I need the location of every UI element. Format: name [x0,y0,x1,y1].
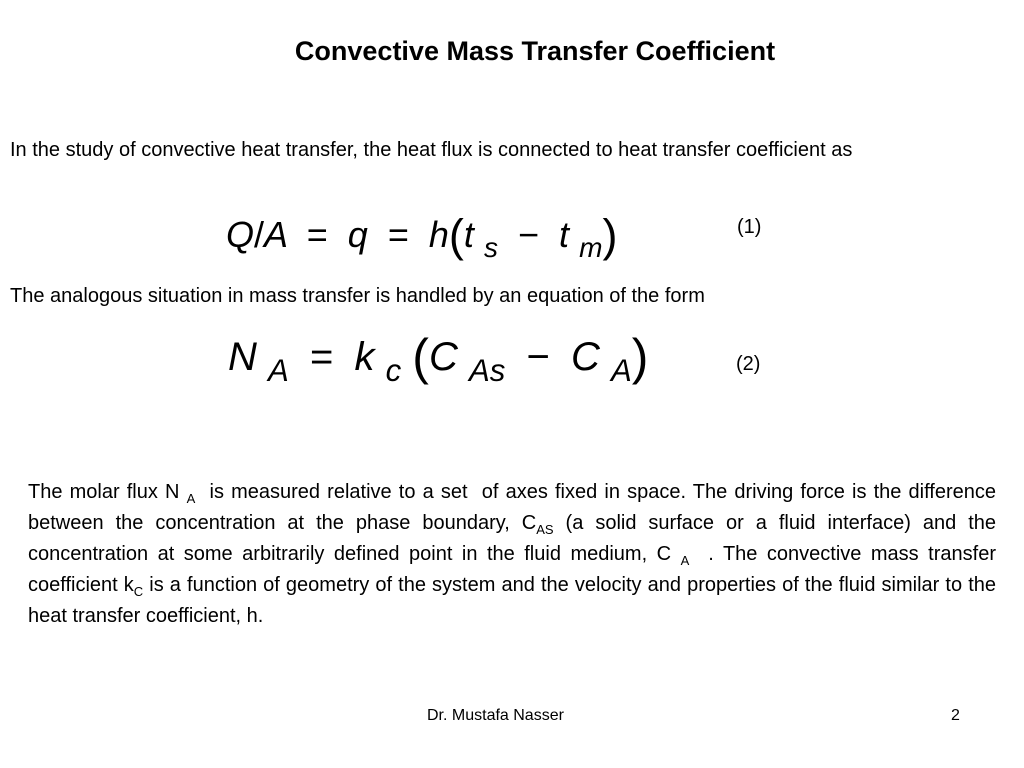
eq2-sub-As: As [468,352,506,388]
body-paragraph [28,477,1002,632]
eq1-t-s: t [463,214,474,255]
body-text-4: . The convective mass transfer coefficient k [28,543,1002,596]
eq1-h: h [428,214,449,255]
body-sub-A: A [186,491,196,506]
body-sub-A2: A [680,553,690,568]
equation-2-number: (2) [736,353,761,375]
body-text-5: is a function of geometry of the system and the velocity and properties of the fluid similar to the heat transfer coefficient, h. [28,574,996,627]
footer-author: Dr. Mustafa Nasser [427,707,564,724]
eq2-N: N [228,335,257,379]
intro-paragraph: In the study of convective heat transfer, the heat flux is connected to heat transfer coefficient as [10,139,853,161]
eq2-sub-A2: A [610,352,632,388]
eq2-C-A: C [570,335,600,379]
eq2-sub-A: A [268,352,289,388]
eq2-sub-c: c [385,352,402,388]
page-number: 2 [951,707,960,724]
equation-1-number: (1) [737,216,762,238]
body-text-3: (a solid surface or a fluid interface) and the concentration at some arbitrarily defined point in the fluid medium, C [28,512,997,565]
slide-title: Convective Mass Transfer Coefficient [294,36,776,66]
eq1-q: q [347,214,368,255]
eq1-slash: / [254,214,265,255]
eq1-minus: − [518,214,540,255]
eq1-A: A [264,214,287,255]
equation-1 [226,210,617,262]
eq2-equals: = [309,335,334,379]
eq1-t-m: t [559,214,570,255]
eq1-sub-m: m [579,231,603,263]
eq2-minus: − [526,335,550,379]
analogy-paragraph: The analogous situation in mass transfer is handled by an equation of the form [10,285,705,307]
eq1-equals-1: = [306,214,328,255]
eq1-left-paren: ( [448,210,464,261]
eq2-C-As: C [428,335,458,379]
eq1-sub-s: s [483,231,498,263]
eq1-equals-2: = [387,214,409,255]
eq2-k: k [354,335,375,379]
eq1-Q: Q [226,214,255,255]
eq2-right-paren: ) [631,329,649,385]
body-sub-C: C [133,584,144,599]
body-sub-AS: AS [536,522,554,537]
eq1-right-paren: ) [602,210,618,261]
equation-2 [228,328,648,386]
body-text-2: is measured relative to a set of axes fixed in space. The driving force is the difference between the concentration at the phase boundary, C [28,481,1002,534]
body-text-1: The molar flux N [28,481,180,503]
eq2-left-paren: ( [412,329,429,385]
